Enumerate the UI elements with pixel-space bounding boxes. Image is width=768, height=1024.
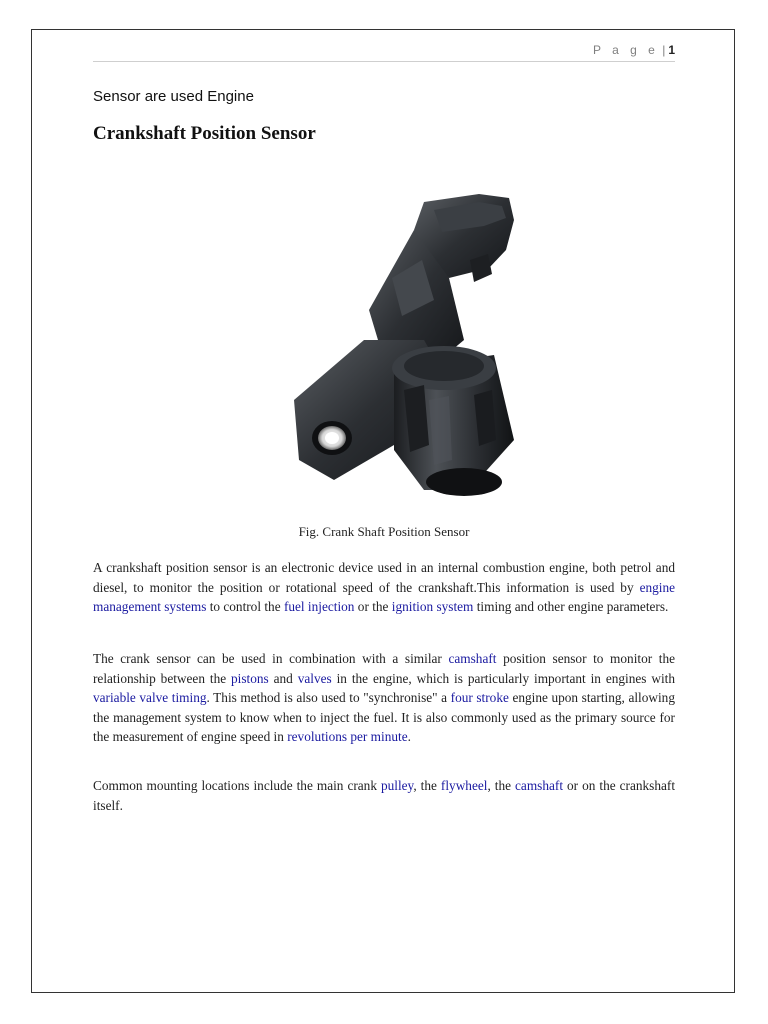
link-flywheel[interactable]: flywheel <box>440 778 488 793</box>
text-span: or on the crankshaft itself. <box>93 778 676 813</box>
text-span: .This information is used by <box>473 579 640 595</box>
text-span: A crankshaft position sensor is an electronic device used in an <box>93 560 438 575</box>
link-valves[interactable]: valves <box>297 670 332 686</box>
section-subtitle: Sensor are used Engine <box>93 88 254 105</box>
link-fuel-injection[interactable]: fuel injection <box>283 599 355 615</box>
text-span: , the <box>413 778 441 793</box>
link-four-stroke[interactable]: four stroke <box>450 690 509 706</box>
link-engine-management-systems[interactable]: engine management systems <box>93 579 676 615</box>
text-span: position sensor to monitor the relationship between the <box>93 651 676 686</box>
text-span: rotational speed <box>285 579 373 595</box>
paragraph-definition <box>93 558 675 617</box>
text-span: in the engine, which is particularly important in engines with <box>331 670 675 686</box>
link-revolutions-per-minute[interactable]: revolutions per minute <box>287 729 408 745</box>
page-separator: | <box>662 43 666 57</box>
link-camshaft[interactable]: camshaft <box>448 651 497 666</box>
link-variable-valve-timing[interactable]: variable valve timing <box>93 690 207 706</box>
link-pistons[interactable]: pistons <box>231 670 269 686</box>
text-span: . <box>407 729 411 745</box>
text-span: and <box>268 670 298 686</box>
text-span: internal combustion engine <box>437 560 585 575</box>
paragraph-mounting <box>93 776 675 815</box>
link-ignition-system[interactable]: ignition system <box>391 599 474 615</box>
text-span: Common mounting locations include the main crank <box>93 778 381 793</box>
text-span: or the <box>354 599 392 615</box>
text-span: , the <box>487 778 516 793</box>
paragraph-usage <box>93 649 675 747</box>
sensor-illustration <box>274 190 524 502</box>
figure-caption: Fig. Crank Shaft Position Sensor <box>298 524 470 539</box>
text-span: to control the <box>206 599 284 615</box>
text-span: . This method is also used to "synchronise" a <box>206 690 451 706</box>
link-pulley[interactable]: pulley <box>380 778 414 793</box>
crankshaft-sensor-photo <box>274 190 524 502</box>
text-span: timing and other engine parameters. <box>473 599 669 615</box>
text-span: The crank sensor can be used in combination with a similar <box>93 651 449 666</box>
page-border <box>31 29 735 993</box>
page-header <box>93 43 675 62</box>
text-span: engine upon starting, allowing the management system to know when to inject the fuel. It is also commonly used as the primary source for the measurement of engine speed in <box>93 690 675 745</box>
page-number: 1 <box>668 43 675 57</box>
text-span: crankshaft <box>418 579 474 595</box>
text-span: of the <box>372 579 419 595</box>
page-label: P a g e <box>593 43 659 57</box>
page-title: Crankshaft Position Sensor <box>93 123 316 144</box>
text-span: , both petrol and diesel, to monitor the position or <box>93 560 676 595</box>
link-camshaft[interactable]: camshaft <box>515 778 564 793</box>
